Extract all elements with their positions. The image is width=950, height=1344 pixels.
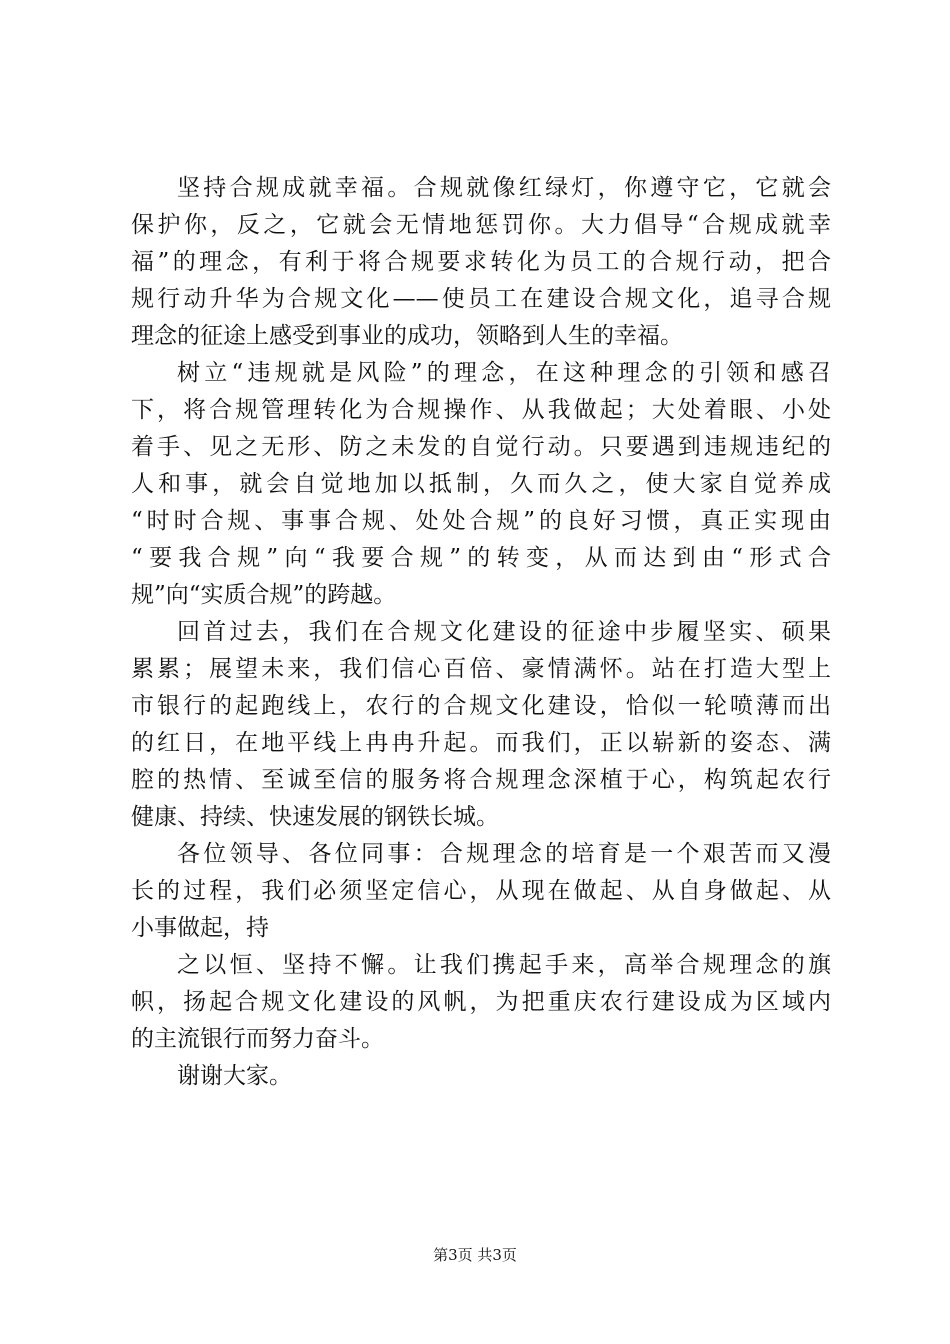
paragraph-line: 理念的征途上感受到事业的成功，领略到人生的幸福。 bbox=[131, 323, 683, 349]
paragraph-line: 人和事，就会自觉地加以抵制，久而久之，使大家自觉养成 bbox=[131, 471, 831, 497]
paragraph-line: 的红日，在地平线上冉冉升起。而我们，正以崭新的姿态、满 bbox=[131, 730, 831, 756]
closing-line: 谢谢大家。 bbox=[177, 1063, 292, 1089]
paragraph-line: 下，将合规管理转化为合规操作、从我做起；大处着眼、小处 bbox=[131, 397, 831, 423]
paragraph-line: 树立“违规就是风险”的理念，在这种理念的引领和感召 bbox=[177, 360, 831, 386]
paragraph-line: “要我合规”向“我要合规”的转变，从而达到由“形式合 bbox=[131, 545, 831, 571]
paragraph-line: 小事做起，持 bbox=[131, 915, 269, 941]
paragraph-line: 规”向“实质合规”的跨越。 bbox=[131, 582, 397, 608]
paragraph-line: 市银行的起跑线上，农行的合规文化建设，恰似一轮喷薄而出 bbox=[131, 693, 831, 719]
paragraph-line: 腔的热情、至诚至信的服务将合规理念深植于心，构筑起农行 bbox=[131, 767, 831, 793]
paragraph-line: “时时合规、事事合规、处处合规”的良好习惯，真正实现由 bbox=[131, 508, 831, 534]
paragraph-line: 着手、见之无形、防之未发的自觉行动。只要遇到违规违纪的 bbox=[131, 434, 831, 460]
page-number-footer: 第3页 共3页 bbox=[433, 1246, 517, 1264]
paragraph-line: 坚持合规成就幸福。合规就像红绿灯，你遵守它，它就会 bbox=[177, 175, 831, 201]
paragraph-line: 各位领导、各位同事：合规理念的培育是一个艰苦而又漫 bbox=[177, 841, 831, 867]
document-body bbox=[131, 170, 831, 1095]
paragraph-line: 累累；展望未来，我们信心百倍、豪情满怀。站在打造大型上 bbox=[131, 656, 831, 682]
paragraph-line: 福”的理念，有利于将合规要求转化为员工的合规行动，把合 bbox=[131, 249, 831, 275]
paragraph-line: 健康、持续、快速发展的钢铁长城。 bbox=[131, 804, 499, 830]
paragraph-line: 的主流银行而努力奋斗。 bbox=[131, 1026, 384, 1052]
paragraph-line: 之以恒、坚持不懈。让我们携起手来，高举合规理念的旗 bbox=[177, 952, 831, 978]
paragraph-line: 长的过程，我们必须坚定信心，从现在做起、从自身做起、从 bbox=[131, 878, 831, 904]
paragraph-line: 回首过去，我们在合规文化建设的征途中步履坚实、硕果 bbox=[177, 619, 831, 645]
paragraph-line: 规行动升华为合规文化——使员工在建设合规文化，追寻合规 bbox=[131, 286, 831, 312]
paragraph-line: 帜，扬起合规文化建设的风帆，为把重庆农行建设成为区域内 bbox=[131, 989, 831, 1015]
paragraph-line: 保护你，反之，它就会无情地惩罚你。大力倡导“合规成就幸 bbox=[131, 212, 831, 238]
